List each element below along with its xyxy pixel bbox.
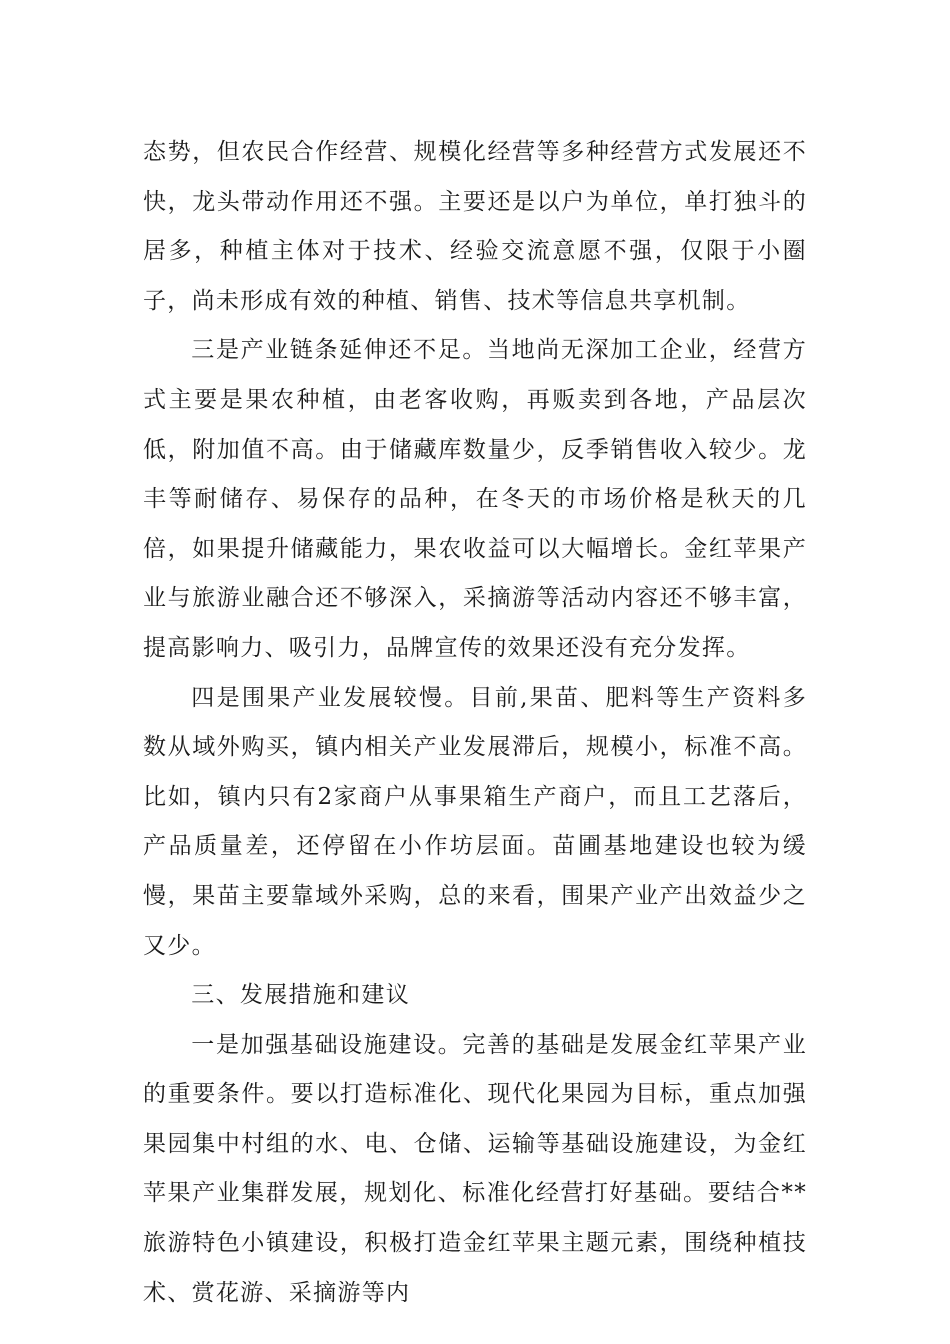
paragraph-industry-chain: 三是产业链条延伸还不足。当地尚无深加工企业，经营方式主要是果农种植，由老客收购，再贩卖到各地，产品层次低，附加值不高。由于储藏库数量少，反季销售收入较少。龙丰等耐储存、易保存的品种，在冬天的市场价格是秋天的几倍，如果提升储藏能力，果农收益可以大幅增长。金红苹果产业与旅游业融合还不够深入，采摘游等活动内容还不够丰富，提高影响力、吸引力，品牌宣传的效果还没有充分发挥。 — [143, 337, 807, 661]
paragraph-infrastructure: 一是加强基础设施建设。完善的基础是发展金红苹果产业的重要条件。要以打造标准化、现代化果园为目标，重点加强果园集中村组的水、电、仓储、运输等基础设施建设，为金红苹果产业集群发展，规划化、标准化经营打好基础。要结合**旅游特色小镇建设，积极打造金红苹果主题元素，围绕种植技术、赏花游、采摘游等内 — [143, 1031, 807, 1306]
document-body — [143, 128, 807, 1318]
section-heading: 三、发展措施和建议 — [191, 982, 410, 1009]
paragraph-continuation: 态势，但农民合作经营、规模化经营等多种经营方式发展还不快，龙头带动作用还不强。主要还是以户为单位，单打独斗的居多，种植主体对于技术、经验交流意愿不强，仅限于小圈子，尚未形成有效的种植、销售、技术等信息共享机制。 — [143, 139, 807, 314]
paragraph-supporting-industry: 四是围果产业发展较慢。目前,果苗、肥料等生产资料多数从域外购买，镇内相关产业发展滞后，规模小，标准不高。比如，镇内只有2家商户从事果箱生产商户，而且工艺落后，产品质量差，还停留在小作坊层面。苗圃基地建设也较为缓慢，果苗主要靠域外采购，总的来看，围果产业产出效益少之又少。 — [143, 684, 807, 959]
